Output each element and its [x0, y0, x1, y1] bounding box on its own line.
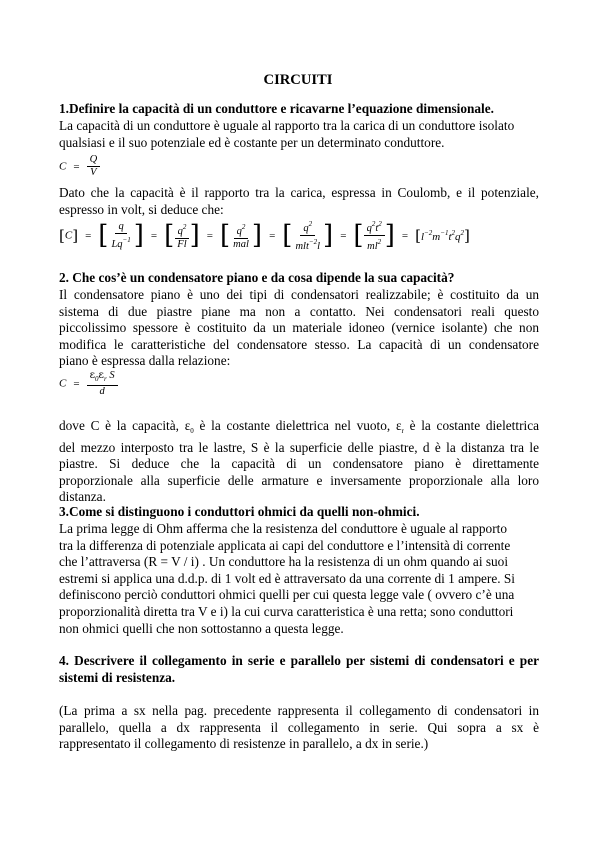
section-2-heading: 2. Che cos’è un condensatore piano e da cosa dipende la sua capacità?	[59, 270, 455, 285]
section-3-paragraph: La prima legge di Ohm afferma che la resistenza del conduttore è uguale al rapporto tra la differenza di potenziale applicata ai capi del conduttore e l’intensità di corrente che l’attraversa (R = V / i) . Un conduttore ha la resistenza di un ohm quando ai suoi estremi si applica una d.d.p. di 1 volt ed è attraversato da una corrente di 1 ampere. Si definiscono perciò conduttori ohmici quelli per cui questa legge vale ( ovvero c’è una proporzionalità diretta tra V e i) la cui curva caratteristica è una retta; sono conduttori non ohmici quelli che non sottostanno a questa legge.	[59, 521, 516, 636]
page-title: CIRCUITI	[263, 72, 333, 88]
dim-fraction-5: $\frac{q^2t^2}{ml^2}$	[364, 218, 385, 253]
plane-capacitor-fraction: $\frac{\varepsilon_0\varepsilon_r S}{d}$	[87, 369, 118, 398]
section-4-paragraph: (La prima a sx nella pag. precedente rappresenta il collegamento di condensatori in parallelo, quella a dx rappresenta il collegamento in serie. Qui sopra a sx è rappresentato il collegamento di resistenze in parallelo, a dx in serie.)	[59, 703, 539, 752]
section-2-paragraph-2-line-1: dove C è la capacità, $\varepsilon_0$ è la costante dielettrica nel vuoto, $\varepsilon_r$ è la costante dielettrica	[59, 418, 539, 435]
plane-capacitor-formula: C = $\frac{\varepsilon_0\varepsilon_r S}{d}$	[59, 369, 118, 398]
section-1-heading: 1.Definire la capacità di un conduttore e ricavarne l’equazione dimensionale.	[59, 101, 494, 116]
section-2-paragraph-2: dove C è la capacità, $\varepsilon_0$ è la costante dielettrica nel vuoto, $\varepsilon_r$ è la costante dielettrica del mezzo interposto tra le lastre, S è la superficie delle piastre, d è la distanza tra le piastre. Si deduce che la capacità di un condensatore piano è direttamente proporzionale alla superficie delle armature e inversamente proporzionale alla loro distanza.	[59, 418, 539, 505]
dim-fraction-2: $\frac{q^2}{Fl}$	[174, 221, 189, 251]
section-4-heading: 4. Descrivere il collegamento in serie e parallelo per sistemi di condensatori e per sistemi di resistenza.	[59, 653, 539, 685]
section-1-paragraph-1: La capacità di un conduttore è uguale al rapporto tra la carica di un conduttore isolato qualsiasi e il suo potenziale ed è costante per un determinato conduttore.	[59, 118, 515, 150]
dimensional-equation: [C] = [ $\frac{q}{Lq^{-1}}$ ] = [ $\frac{q^2}{Fl}$ ] = [ $\frac{q^2}{\text{mal}}$ ] = [ $\frac{q^2}{mlt^{-2}l}$ ] = [ $\frac{q^2t^2}{ml^2}$ ] = $[l^{-2}m^{-1}t^2q^2]$	[59, 220, 470, 252]
dim-fraction-3: $\frac{q^2}{\text{mal}}$	[233, 222, 249, 250]
capacity-formula: C = $\frac{Q}{V}$	[59, 154, 100, 179]
capacity-fraction: $\frac{Q}{V}$	[87, 154, 101, 179]
dim-fraction-1: $\frac{q}{Lq^{-1}}$	[111, 220, 131, 250]
section-3-heading: 3.Come si distinguono i conduttori ohmici da quelli non-ohmici.	[59, 504, 420, 519]
dim-result: $l^{-2}m^{-1}t^2q^2$	[420, 228, 465, 243]
section-2-paragraph-1: Il condensatore piano è uno dei tipi di condensatori realizzabile; è costituito da un sistema di due piastre piane ma non a contatto. Nei condensatori reali questo piccolissimo spessore è costituito da un materiale idoneo (vernice isolante) che non modifica le caratteristiche del condensatore stesso. La capacità di un condensatore piano è espressa dalla relazione:	[59, 287, 539, 369]
section-1-paragraph-2: Dato che la capacità è il rapporto tra la carica, espressa in Coulomb, e il potenziale, espresso in volt, si deduce che:	[59, 185, 539, 217]
dim-fraction-4: $\frac{q^2}{mlt^{-2}l}$	[295, 220, 321, 252]
